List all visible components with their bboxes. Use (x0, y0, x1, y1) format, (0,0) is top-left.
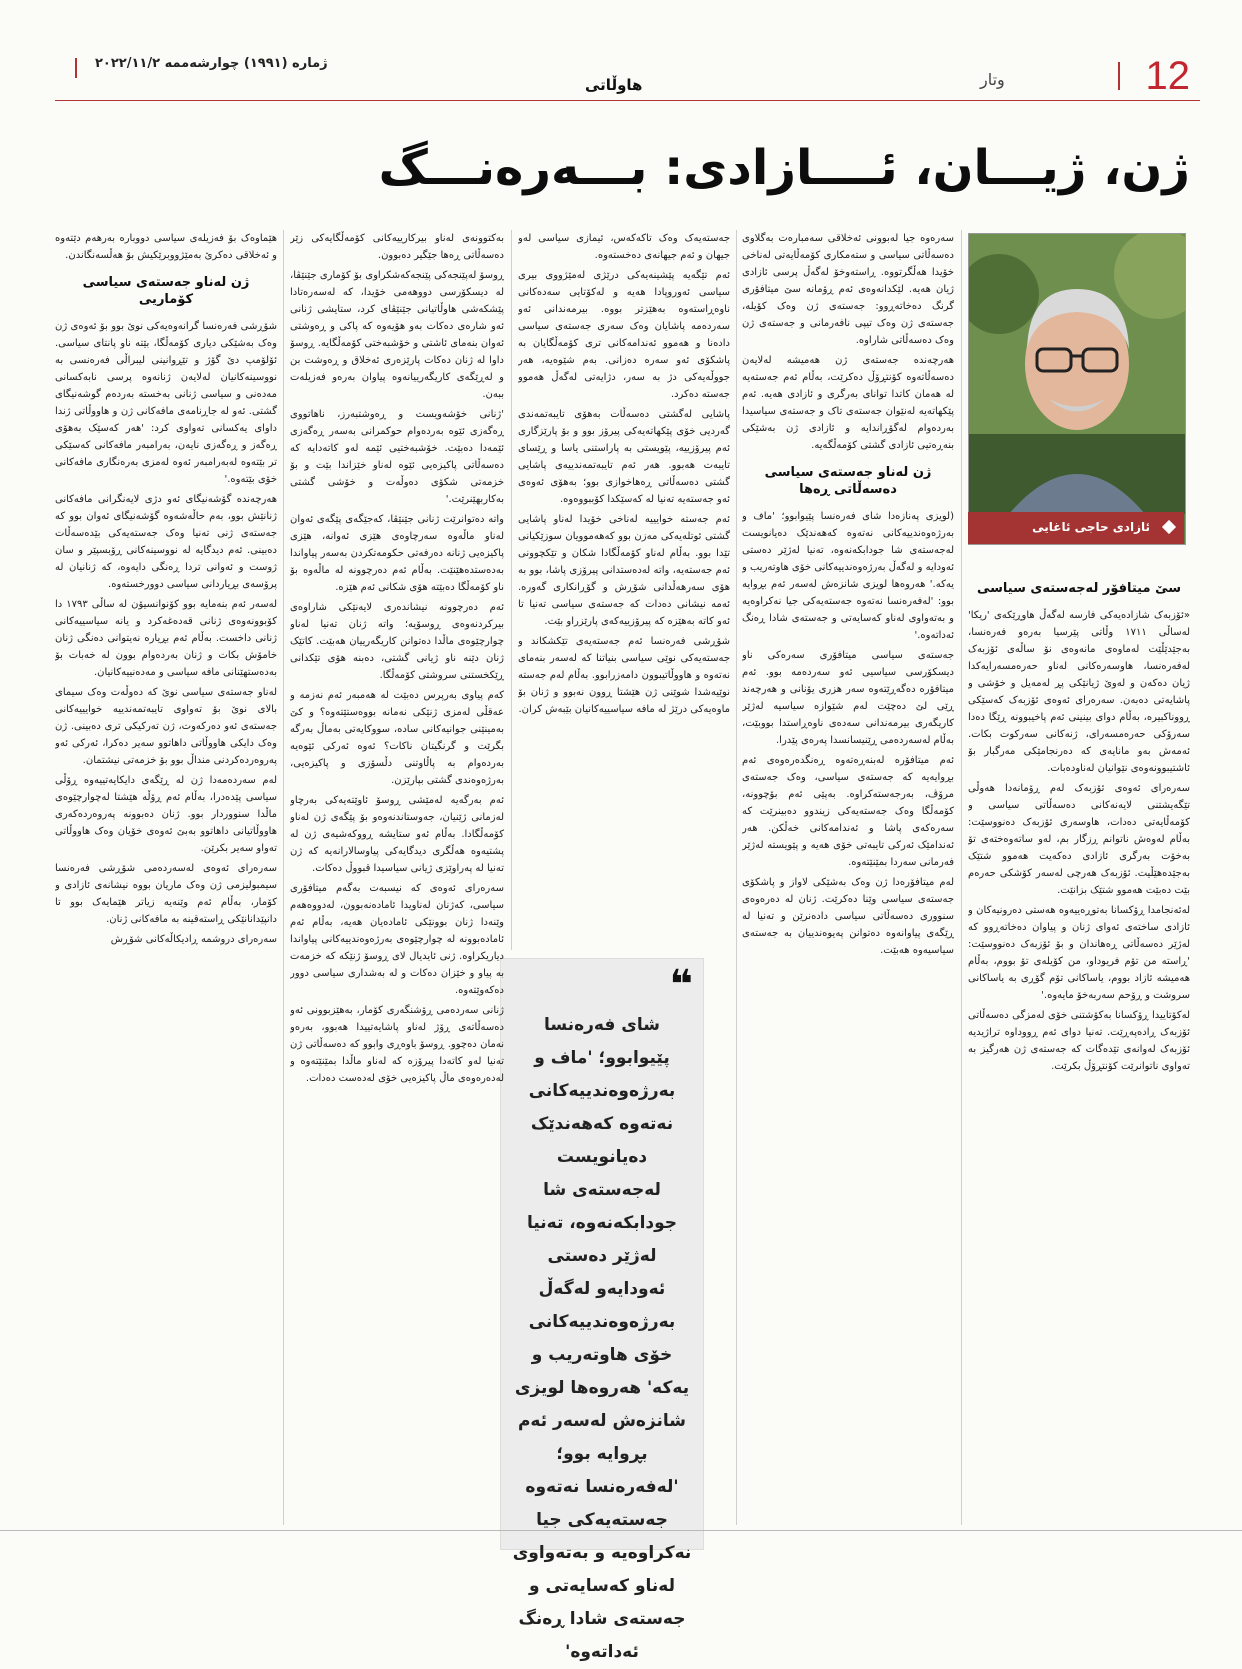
column-1-subhead: سێ میتافۆر لەجەستەی سیاسی (976, 581, 1182, 596)
column-5 (55, 230, 277, 1530)
page-bottom-rule (0, 1530, 1242, 1531)
paragraph: هێماوەک بۆ فەزیلەی سیاسی دووبارە بەرهەم دێتەوە و ئەخلاقی دەکرێ بەمێژووبرێکیش بۆ هەڵسەنگاندن. (55, 233, 277, 261)
pull-quote-text: شای فەرەنسا پێیوابوو؛ 'ماف و بەرژەوەندییەکانی نەتەوە کەهەندێک دەیانویست لەجەستەی شا جودابکەنەوە، تەنیا لەژێر دەستی ئەودایەو لەگەڵ بەرژەوەندییەکانی خۆی هاوتەریب و یەکە' هەروەها لویزی شانزەش لەسەر ئەم بڕوایە بوو؛ 'لەفەرەنسا نەتەوە جەستەیەکی جیا نەکراوەیە و بەتەواوی لەناو کەسایەتی و جەستەی شادا ڕەنگ ئەداتەوە' (512, 1015, 692, 1662)
paragraph: لەئەنجامدا ڕۆکسانا بەتوڕەییەوە هەستی دەرونیەکان و ئازادی ساختەی ئەوای ژنان و پیاوان دەخاتەڕوو کە لەژێر دەسەڵاتی ڕەهاندان و بۆ ئۆزبەک دەنووسێت: 'ڕاستە من تۆم فریوداو، من کۆیلەی تۆ بووم، بەڵام هەمیشە ئازاد بووم، یاساکانی تۆم گۆڕی بە یاساکانی سروشت و ڕۆحم سەربەخۆ مایەوە.' (968, 905, 1190, 1001)
column-5-subhead: ژن لەناو جەستەی سیاسی کۆماریی (82, 275, 250, 307)
paragraph: سەرەرای ئەوەی کە نیسبەت بەگەم میتافۆری سیاسی، کەژنان لەناویدا ئامادەنەبوون، لەدووەهەم وێنەدا ژنان بوونێکی ئامادەیان هەیە، بەڵام ئەم ئامادەبوونە لە چوارچێوەی بەرژەوەندییەکانی پیاواندا دیاریکراوە. ژنی ئایدیال لای ڕوسۆ ژنێکە کە خزمەت بە پیاو و خێزان دەکات و لە بەشداری سیاسی دوور دەکەوێتەوە. (290, 883, 504, 996)
paragraph: پاشایی لەگشتی دەسەڵات بەهۆی تایبەتمەندی گەردیی خۆی پێکهاتەیەکی پیرۆز بوو و بۆ پارێزگاری ئەم پیرۆزییە، پێویستی بە پاراستنی یاسا و ڕێسای تایبەت هەبوو. هەر ئەم تایبەتمەندییەی پاشایی گشتی دەسەڵاتی ڕەهاخوازی بوو؛ بەهۆی ئەوەی ئەو جەستەیە تەنیا لە کەسێکدا کۆببووەوە. (518, 409, 730, 505)
section-label: وتار (980, 70, 1005, 89)
paragraph: شۆڕشی فەرەنسا ئەم جەستەیەی تێکشکاند و جەستەیەکی نوێی سیاسی بنیاتنا کە لەسەر بنەمای نەتەوە و هاووڵاتیبوون دامەزرابوو. بەڵام لەم جەستە نوێیەشدا شوێنی ژن هێشتا ڕوون نەبوو و ژنان بۆ ماوەیەکی درێژ لە مافە سیاسییەکانیان بێبەش کران. (518, 636, 730, 715)
paragraph: سەرەوە جیا لەبوونی ئەخلاقی سەمبارەت بەگلاوی دەسەڵاتی سیاسی و ستەمکاری کۆمەڵایەتی لەناخی خۆیدا هەڵگرتووە. ڕاستەوخۆ لەگەڵ پرسی ئازادی ژیان هەیە. لێکدانەوەی ئەم ڕۆمانە سێ میتافۆری گرنگ دەخاتەڕوو: جەستەی ژن وەک کۆیلە، جەستەی ژن وەک تیپی نافەرمانی و جەستەی ژن وەک دەسەڵاتی شاراوە. (742, 233, 954, 346)
paragraph: (لویزی پەنازەدا شای فەرەنسا پێیوابوو؛ 'ماف و بەرژەوەندییەکانی نەتەوە کەهەندێک دەیانویست لەجەستەی شا جودابکەنەوە، تەنیا لەژێر دەستی ئەودایە و لەگەڵ بەرژەوەندییەکانی خۆی هاوتەریب و یەکە.' هەروەها لویزی شانزەش لەسەر ئەم بڕوایە بوو: 'لەفەرەنسا نەتەوە جەستەیەکی جیا نەکراوەیە و بەتەواوی لەناو کەسایەتی و جەستەی شادا ڕەنگ ئەداتەوە.' (742, 511, 954, 641)
paragraph: ئەم جەستە خوایییە لەناخی خۆیدا لەناو پاشایی گشتی ئوتلەیەکی مەزن بوو کەهەموویان سوزێکیانی تێدا بوو. بەڵام لەناو کۆمەڵگادا شکان و تێکچوونی ئەم جەستەیە، واتە لەدەستدانی پیرۆزی پاشا، بوو بە هۆی سەرهەڵدانی شۆڕش و گۆڕانکاری گەورە. ئەمە نیشانی دەدات کە جەستەی سیاسی تەنیا تا ئەو کاتە بەهێزە کە پیرۆزییەکەی پارێزراو بێت. (518, 514, 730, 627)
paragraph: ژنانی سەردەمی ڕۆشنگەری کۆمار، بەهێزبوونی ئەو دەسەڵاتەی ڕۆژ لەناو پاشایەتییدا هەبوو، بەرەو نەمان دەچوو. ڕوسۆ باوەڕی وابوو کە دەسەڵاتی ژن تەنیا لەو کاتەدا پیرۆزە کە لەناو ماڵدا بمێنێتەوە و لەدەرەوەی ماڵ پاکیزەیی خۆی لەدەست دەدات. (290, 1005, 504, 1084)
paragraph: «ئۆزبەک شازادەیەکی فارسە لەگەڵ هاوڕێکەی 'ریکا' لەساڵی ١٧١١ وڵاتی پێرسیا بەرەو فەرەنسا، بەجێدێڵێت لەماوەی مانەوەی نۆ ساڵەی ئۆزبەک لەفەرەنسا، هاوسەرەکانی لەناو حەرەمسەرایەکدا ژیان دەکەن و لەوێ ژیانێکی پڕ لەمەیل و خۆشی و پاشایەتی دەبەن. سەرەرای ئەوەی ئۆزبەک کەسێکی ڕووناکبیرە، بەڵام دوای بینینی ئەم پاخیبوونە ڕێگا دەدا سەرۆکی حەرەمسەرای، ژنەکانی سەرکوت بکات. ئەمەش بەو مانایەی کە دەرنجامێکی مەرگبار بۆ ئاشتیبوونەوەی نێوانیان لەناودەبات. (968, 610, 1190, 774)
pull-quote (500, 958, 704, 1662)
author-portrait-image (969, 234, 1185, 514)
author-photo (968, 233, 1186, 545)
paragraph: بەکتوونەی لەناو بیرکارییەکانی کۆمەڵگایەکی زێر دەسەڵاتی ڕەها جێگیر دەبوون. (290, 233, 504, 261)
page-number-divider (1118, 62, 1120, 90)
page-number: 12 (1145, 54, 1190, 98)
paragraph: جەستەی سیاسی میتافۆری سەرەکی ناو دیسکۆرسی سیاسیی ئەو سەردەمە بوو. ئەم میتافۆرە دەگەڕێتەوە سەر هزری یۆنانی و هەرچەند ڕێی لێ دەچێت لەم شێوازە سیاسیە لەژێر کاریگەری بیرمەندانی سەدەی ناوەڕاستدا بووبێت، بەڵام لەسەردەمی ڕێنیسانسدا پەرەی پێدرا. (742, 650, 954, 746)
paragraph: ئەم دەرچوونە نیشاندەری لایەنێکی شاراوەی بیرکردنەوەی ڕوسۆیە؛ واتە ژنان تەنیا لەناو چوارچێوەی ماڵدا دەتوانن کاریگەرییان هەبێت. کاتێک ژنان دێنە ناو ژیانی گشتی، دەبنە هۆی تێکدانی ڕێکخستنی سروشتی کۆمەڵگا. (290, 602, 504, 681)
paragraph: ئەم تێگەیە پێشینەیەکی درێژی لەمێژووی بیری سیاسی ئەوروپادا هەیە و لەکۆتایی سەدەکانی ناوەڕاستەوە بەهێزتر بووە. بیرمەندانی ئەو سەردەمە پاشایان وەک سەری جەستەی سیاسی دادەنا و هەموو ئەندامەکانی تری کۆمەڵگایان بە پاشکۆی ئەو سەرە دەزانی. بەم شێوەیە، هەر جووڵەیەکی دژ بە سەر، دژایەتی لەگەڵ هەموو جەستە دەکرد. (518, 270, 730, 400)
author-caption (968, 512, 1184, 544)
column-1 (968, 570, 1190, 1530)
paragraph: لەم سەردەمەدا ژن لە ڕێگەی دایکایەتییەوە ڕۆڵی سیاسی پێدەدرا، بەڵام ئەم ڕۆڵە هێشتا لەچوارچێوەی ماڵدا سنووردار بوو. ژنان دەبوونە پەروەردەکەری هاووڵاتیانی داهاتوو بەبێ ئەوەی خۆیان وەک هاووڵاتی تەواو سەیر بکرێن. (55, 775, 277, 854)
paragraph: سەرەرای ئەوەی ئۆزبەک لەم ڕۆمانەدا هەوڵی تێگەیشتنی لایەنەکانی دەسەڵاتی سیاسی و کۆمەڵایەتی دەدات، هاوسەری ئۆزبەک دەنووسێت: بەڵام لەوەش ناتوانم ڕزگار بم، لەو ساتەوەختەی تۆ بەخۆت بەرگری ئازادی دەکەیت هەموو شتێک بەجێدەهێڵیت. ئۆزبەک هەرچی لەسەر کۆشکی حەرەم بێت دەبێت هەموو شتێک بزانێت. (968, 783, 1190, 896)
quote-mark-icon: ❝ (669, 962, 693, 1008)
paragraph: شۆڕشی فەرەنسا گرانەوەیەکی نوێ بوو بۆ ئەوەی ژن وەک بەشێکی دیاری کۆمەڵگا، بێتە ناو پانتای سیاسی. ئۆلۆمپ دێ گۆژ و تێڕوانینی لیبراڵی فەرەنسی بە نووسینەکانیان لەلایەن ژنانەوە پرسی نابەکسانی مەدەنی و سیاسی ژنانی بەخستە بەردەم گوشەنیگای گشتی. ئەو لە جاڕنامەی مافەکانی ژن و هاووڵاتی ژندا داوای یەکسانی تەواوی کرد: 'هەر کەسێک بەهۆی ڕەگەز و ڕەگەزی نایەن، بەرامبەر مافەکانی کەسێکی تر بێتەوە لەبەرامبەر ئەوە لەمزی بەرەنگاری مافەکانی خۆی بێتەوە.' (55, 321, 277, 485)
column-rule (736, 230, 737, 1525)
column-rule (511, 230, 512, 950)
paragraph: هەرچەندە گۆشەنیگای ئەو دژی لایەنگرانی مافەکانی ژنانێش بوو، بەم حاڵەشەوە گۆشەنیگای ئەوان بوو کە جەستەی ژنی تەنیا وەک جەستەیەکی بێدەسەڵات دەبینی. ئەم دیدگایە لە نووسینەکانی ڕۆبسپێر و سان ژوست و ئەوانی تردا ڕەنگی دایەوە، کە ژنانیان لە پرۆسەی بڕیاردانی سیاسی دوورخستەوە. (55, 494, 277, 590)
paragraph: هەرچەندە جەستەی ژن هەمیشە لەلایەن دەسەڵاتەوە کۆنتڕۆڵ دەکرێت، بەڵام ئەم جەستەیە لە هەمان کاتدا توانای بەرگری و ئازادی هەیە. ئەم پێکهاتەیە لەنێوان جەستەی تاک و جەستەی سیاسیدا بەردەوام لەگۆڕاندایە و ئازادی ژن بەشێکی بنەڕەتیی ئازادی گشتی کۆمەڵگەیە. (742, 355, 954, 451)
paragraph: لەکۆتاییدا ڕۆکسانا بەکۆشتنی خۆی لەمزگی دەسەڵاتی ئۆزبەک ڕادەپەڕێت. تەنیا دوای ئەم ڕووداوە تراژیدیە ئۆزبەک لەوانەی تێدەگات کە جەستەی ژن هەرگیز بە تەواوی ناتوانرێت کۆنتڕۆڵ بکرێت. (968, 1010, 1190, 1072)
author-name: ئازادی حاجی ئاغایی (1032, 520, 1150, 534)
diamond-icon (1162, 520, 1176, 534)
issue-line: ژماره (١٩٩١) چوارشەممە ٢٠٢٢/١١/٢ (95, 56, 328, 71)
paragraph: ئەم میتافۆرە لەبنەڕەتەوە ڕەنگدەرەوەی ئەم بڕوایەیە کە جەستەی سیاسی، وەک جەستەی مرۆڤ، بەرجەستەکراوە. بەپێی ئەم بۆچوونە، کۆمەڵگا وەک جەستەیەکی زیندوو دەبینرێت کە سەرەکەی پاشا و ئەندامەکانی خەڵکن. هەر ئەندامێک ئەرکی تایبەتی خۆی هەیە و پێویستە لەژێر فەرمانی سەردا بمێنێتەوە. (742, 755, 954, 868)
column-rule (961, 230, 962, 1525)
column-2 (742, 230, 954, 1530)
paragraph: 'ژنانی خۆشەویست و ڕەوشتبەرز، ناهاتووی ڕەگەزی ئێوە بەردەوام حوکمرانی بەسەر ڕەگەزی ئێمەدا دەبێت. خۆشبەختیی ئێمە لەو کاتەدایە کە دەسەڵاتی پاکیزەیی ئێوە لەناو خێزاندا بێت و بۆ خزمەتی شکۆی دەوڵەت و خۆشی گشتی بەکاربهێنرێت.' (290, 409, 504, 505)
paragraph: واتە دەتوانرێت ژنانی جێنێڤا، کەجێگەی پێگەی ئەوان لەناو ماڵەوە سەرچاوەی هێزی ئەوانە، هێزی پاکیزەیی ژنانە دەرفەتی حکومەتکردن بەسەر پیاواندا بەدەستدەهێنێت. بەڵام ئەم دەرچوونە لە ماڵەوە بۆ ناو کۆمەڵگا دەبێتە هۆی شکانی ئەم هێزە. (290, 514, 504, 593)
paragraph: کەم پیاوی بەرپرس دەبێت لە هەمبەر ئەم نەزمە و عەقڵی لەمزی ژنێکی نەمانە بووەستێتەوە؟ و کێ بەمینێنی جوانیەکانی سادە، سووکایەتی بەماڵ بەرگە بگرێت و گرنگیتان ناکات؟ ئەوە ئەرکی ئێوەیە بەردەوام بە پاڵاوتنی دڵسۆزی و پاکیزەیی، بەرژەوەندی گشتی بپارێزن. (290, 690, 504, 786)
column-rule (283, 230, 284, 1525)
column-4 (290, 230, 504, 1530)
paragraph: لەسەر ئەم بنەمایە بوو کۆنوانسیۆن لە ساڵی ١٧٩٣ دا کۆبوونەوەی ژنانی قەدەغەکرد و یانە سیاسییەکانی ژنانی داخست. بەڵام ئەم بڕیارە نەیتوانی دەنگی ژنان خامۆش بکات و ژنان بەردەوام بوون لە خەبات بۆ بەدەستهێنانی مافە سیاسی و مەدەنییەکانیان. (55, 599, 277, 678)
paragraph: جەستەیەک وەک تاکەکەس، ئیمازی سیاسی لەو جیهان و ئەم جیهانەی دەخستەوە. (518, 233, 730, 261)
paragraph: سەرەرای دروشمە ڕادیکاڵەکانی شۆڕش (110, 934, 277, 945)
header-divider (75, 58, 77, 78)
paragraph: سەرەرای ئەوەی لەسەردەمی شۆڕشی فەرەنسا سیمبولیزمی ژن وەک ماریان بووە نیشانەی ئازادی و کۆمار، بەڵام ئەم وێنەیە زیاتر هێمایەک بوو تا دانپێدانانێکی ڕاستەقینە بە مافەکانی ژنان. (55, 863, 277, 925)
column-3 (518, 230, 730, 945)
column-2-subhead: ژن لەناو جەستەی سیاسی دەسەڵاتی ڕەها (764, 465, 932, 497)
paragraph: لەناو جەستەی سیاسی نوێ کە دەوڵەت وەک سیمای بالای نوێ بۆ تەواوی تایبەتمەندییە خوایییەکانی جەستەی ئەو دەرکەوت، ژن تەرکیکی تری دەبینی. ژن وەک دایکی هاووڵاتی داهاتوو سەیر دەکرا، ئەرکی ئەو پەروەردەکردنی منداڵ بوو بۆ خزمەتی نیشتمان. (55, 687, 277, 766)
paragraph: ئەم بەرگەیە لەمێشی ڕوسۆ ئاوێتەیەکی بەرچاو لەزمانی ژێنیان، جەوستاندنەوەو بۆ پێگەی ژن لەناو کۆمەڵگادا. بەڵام ئەو ستایشە ڕووکەشیەی ژن لە پشتیەوە هەڵگری دیدگایەکی پیاوسالارانەیە کە ژن تەنیا لە پەراوێزی ژیانی سیاسیدا قبووڵ دەکات. (290, 795, 504, 874)
headline: ژن، ژیـــان، ئــــازادی: بـــەرەنـــگ (378, 140, 1190, 196)
masthead: هاوڵاتی (585, 76, 643, 94)
paragraph: ڕوسۆ لەپێنجەکی پێنجەکەشکراوی بۆ کۆماری جێنێڤا، لە دیسکۆرسی دووهەمی خۆیدا، کە لەسەرەتادا پێشکەشی هاوڵاتیانی جێنێڤای کرد، ستایشی ژنانی ئەو شارەی دەکات بەو هۆیەوە کە پاکی و ڕەوشتی ئەوان بنەمای ئاشتی و خۆشبەختی کۆمەڵگایە. ڕوسۆ داوا لە ژنان دەکات پارێزەری ئەخلاق و ڕەوشت بن و لەڕێگەی کاریگەرییانەوە پیاوان بەرەو فەزیلەت ببەن. (290, 270, 504, 400)
paragraph: لەم میتافۆرەدا ژن وەک بەشێکی لاواز و پاشکۆی جەستەی سیاسی وێنا دەکرێت. ژنان لە دەرەوەی سنووری دەسەڵاتی سیاسی دادەنرێن و تەنیا لە ڕێگەی پیاوانەوە دەتوانن پەیوەندییان بە جەستەی سیاسیەوە هەبێت. (742, 877, 954, 956)
page-header (55, 48, 1200, 101)
